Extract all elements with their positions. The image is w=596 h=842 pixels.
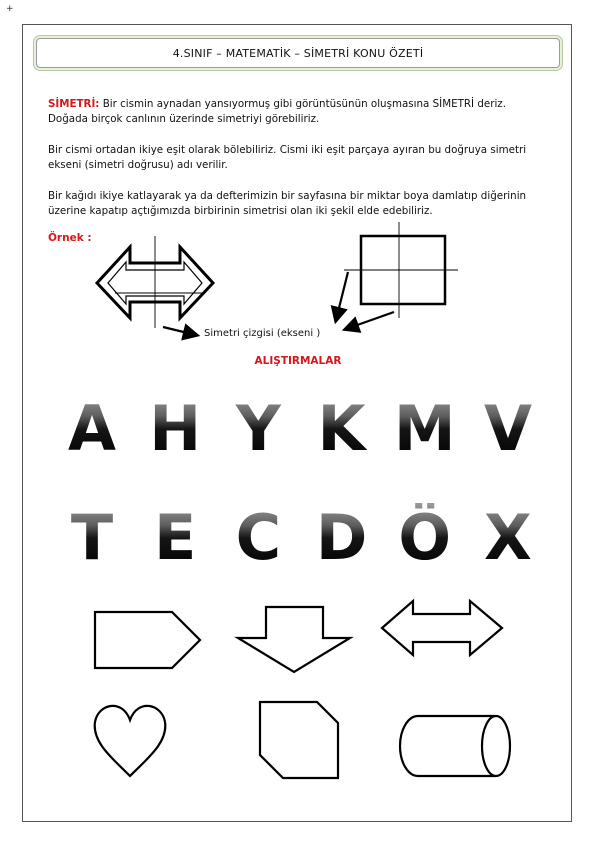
heart-shape	[95, 706, 166, 776]
letter-y: Y	[226, 394, 290, 464]
letter-k: K	[310, 394, 374, 464]
down-arrow-shape	[238, 607, 350, 672]
letter-e: E	[143, 503, 207, 573]
cut-corner-shape	[260, 702, 338, 778]
symmetry-definition: Bir cismin aynadan yansıyormuş gibi görüntüsünün oluşmasına SİMETRİ deriz. Doğada birçok canlının üzerinde simetriyi görebiliriz.	[48, 98, 506, 125]
letters-row-1	[60, 394, 540, 464]
letter-t: T	[60, 503, 124, 573]
exercises-title: ALIŞTIRMALAR	[254, 355, 342, 367]
letter-o-umlaut: Ö	[393, 503, 457, 573]
pentagon-arrow-shape	[95, 612, 200, 668]
fold-paragraph: Bir kağıdı ikiye katlayarak ya da defterimizin bir sayfasına bir miktar boya damlatıp diğerinin üzerine kapatıp açtığımızda birbirinin simetrisi olan iki şekil elde edebiliriz.	[48, 190, 527, 217]
letter-m: M	[393, 392, 456, 465]
cylinder-shape	[400, 716, 510, 776]
example-label: Örnek :	[48, 232, 92, 244]
axis-paragraph: Bir cismi ortadan ikiye eşit olarak bölebiliriz. Cismi iki eşit parçaya ayıran bu doğruya simetri ekseni (simetri doğrusu) adı verilir.	[48, 144, 527, 171]
page-corner-mark: +	[6, 4, 14, 14]
letter-x: X	[476, 503, 540, 573]
letter-v: V	[476, 394, 540, 464]
letter-a: A	[60, 394, 124, 464]
example-square	[344, 222, 458, 318]
letters-row-2	[60, 503, 540, 573]
symmetry-term: SİMETRİ:	[48, 98, 100, 110]
letter-h: H	[143, 394, 207, 464]
double-arrow-shape	[382, 601, 502, 655]
letter-d: D	[310, 503, 374, 573]
axis-caption: Simetri çizgisi (ekseni )	[204, 328, 321, 339]
letter-c: C	[226, 503, 290, 573]
page-title: 4.SINIF – MATEMATİK – SİMETRİ KONU ÖZETİ	[172, 46, 424, 60]
